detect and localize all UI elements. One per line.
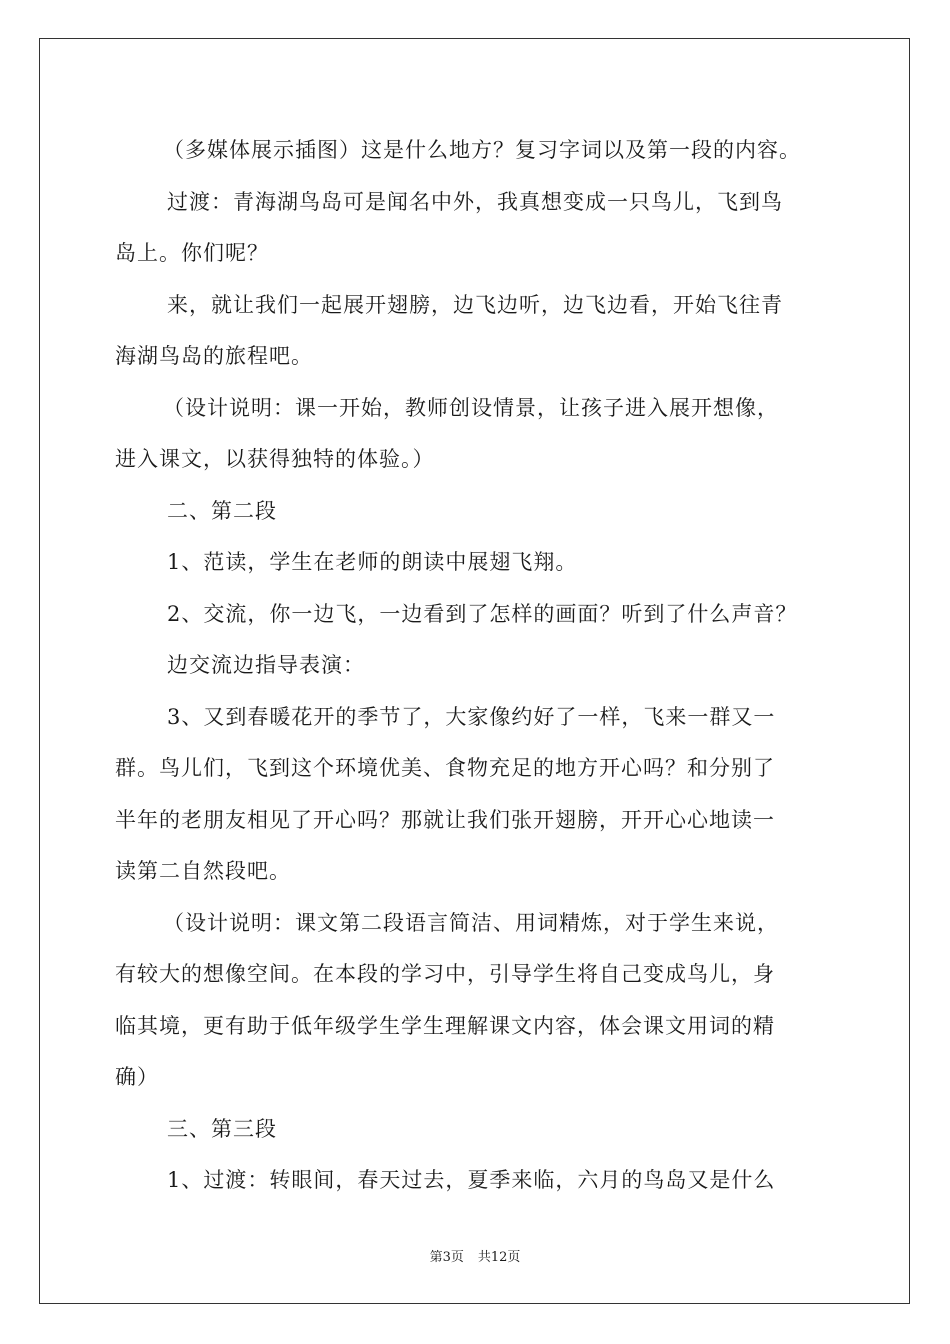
text-line: （设计说明：课文第二段语言简洁、用词精炼，对于学生来说，	[163, 910, 779, 935]
page-footer	[0, 1246, 950, 1265]
text-line: （多媒体展示插图）这是什么地方？复习字词以及第一段的内容。	[163, 138, 801, 162]
text-line: 群。鸟儿们，飞到这个环境优美、食物充足的地方开心吗？和分别了	[115, 756, 775, 780]
text-line: 半年的老朋友相见了开心吗？那就让我们张开翅膀，开开心心地读一	[115, 807, 775, 832]
text-line: 海湖鸟岛的旅程吧。	[115, 344, 313, 368]
text-line: 进入课文，以获得独特的体验。）	[115, 447, 435, 471]
text-line: 读第二自然段吧。	[115, 859, 291, 883]
text-line: 临其境，更有助于低年级学生学生理解课文内容，体会课文用词的精	[115, 1013, 775, 1038]
text-line: 岛上。你们呢？	[115, 241, 269, 265]
text-line: 有较大的想像空间。在本段的学习中，引导学生将自己变成鸟儿，身	[115, 962, 775, 986]
document-body	[115, 125, 840, 1207]
text-line: 3、又到春暖花开的季节了，大家像约好了一样，飞来一群又一	[167, 704, 776, 729]
page-total: 共12页	[477, 1250, 521, 1265]
text-line: （设计说明：课一开始，教师创设情景，让孩子进入展开想像，	[163, 395, 779, 420]
text-line: 过渡：青海湖鸟岛可是闻名中外，我真想变成一只鸟儿，飞到鸟	[167, 189, 783, 214]
section-heading: 二、第二段	[167, 498, 277, 523]
section-heading: 三、第三段	[167, 1116, 277, 1141]
text-line: 边交流边指导表演：	[167, 653, 365, 677]
text-line: 1、范读，学生在老师的朗读中展翅飞翔。	[167, 550, 578, 574]
text-line: 1、过渡：转眼间，春天过去，夏季来临，六月的鸟岛又是什么	[167, 1168, 776, 1192]
text-line: 2、交流，你一边飞，一边看到了怎样的画面？听到了什么声音？	[167, 601, 798, 626]
page-number: 第3页	[429, 1250, 464, 1265]
text-line: 确）	[115, 1065, 159, 1089]
text-line: 来，就让我们一起展开翅膀，边飞边听，边飞边看，开始飞往青	[167, 292, 783, 317]
